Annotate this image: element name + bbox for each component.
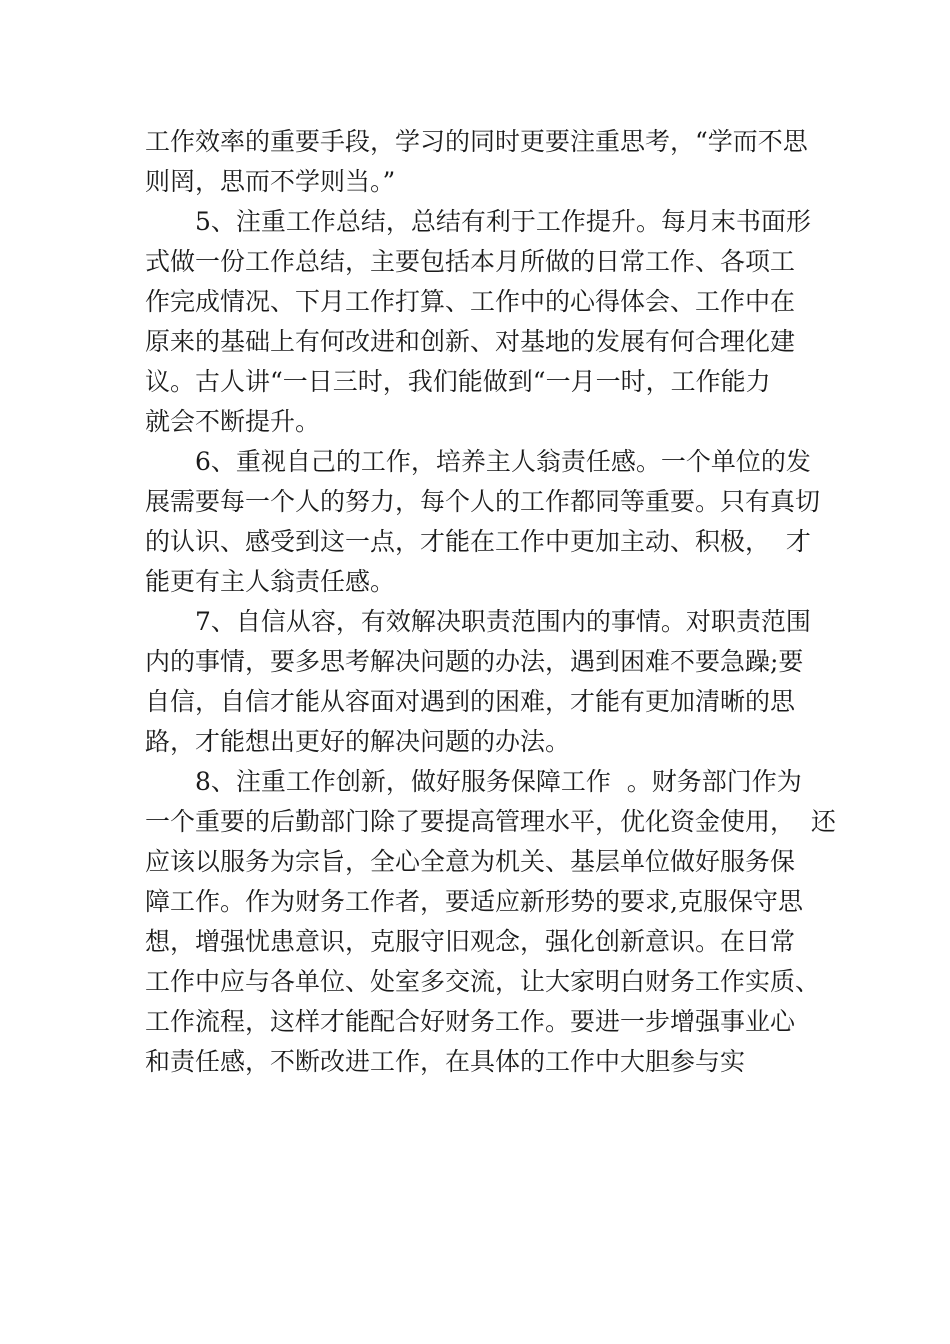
text-line: 作完成情况、下月工作打算、工作中的心得体会、工作中在	[145, 287, 796, 316]
text-line: 自信，自信才能从容面对遇到的困难，才能有更加清晰的思	[145, 687, 796, 716]
text-line: 就会不断提升。	[145, 407, 321, 436]
text-line: 想，增强忧患意识，克服守旧观念，强化创新意识。在日常	[145, 927, 796, 956]
text-line: 和责任感，不断改进工作，在具体的工作中大胆参与实	[145, 1047, 746, 1076]
text-line: 一个重要的后勤部门除了要提高管理水平，优化资金使用， 还	[145, 807, 836, 836]
text-line: 内的事情，要多思考解决问题的办法，遇到困难不要急躁;要	[145, 647, 804, 676]
text-line: 障工作。作为财务工作者，要适应新形势的要求,克服保守思	[145, 887, 803, 916]
text-line: 工作中应与各单位、处室多交流，让大家明白财务工作实质、	[145, 967, 821, 996]
text-line: 展需要每一个人的努力，每个人的工作都同等重要。只有真切	[145, 487, 821, 516]
paragraph-start-line: 7、自信从容，有效解决职责范围内的事情。对职责范围	[195, 607, 811, 636]
body-text	[145, 122, 836, 1082]
text-line: 式做一份工作总结，主要包括本月所做的日常工作、各项工	[145, 247, 796, 276]
paragraph-start-line: 6、重视自己的工作，培养主人翁责任感。一个单位的发	[195, 447, 811, 476]
text-line: 的认识、感受到这一点，才能在工作中更加主动、积极， 才	[145, 527, 811, 556]
text-line: 原来的基础上有何改进和创新、对基地的发展有何合理化建	[145, 327, 796, 356]
text-line: 路，才能想出更好的解决问题的办法。	[145, 727, 571, 756]
text-line: 议。古人讲“一日三时，我们能做到“一月一时，工作能力	[145, 367, 771, 396]
text-line: 工作效率的重要手段，学习的同时更要注重思考，“学而不思	[145, 127, 808, 156]
text-line: 能更有主人翁责任感。	[145, 567, 396, 596]
paragraph-start-line: 8、注重工作创新，做好服务保障工作 。财务部门作为	[195, 767, 802, 796]
paragraph-start-line: 5、注重工作总结，总结有利于工作提升。每月末书面形	[195, 207, 811, 236]
text-line: 应该以服务为宗旨，全心全意为机关、基层单位做好服务保	[145, 847, 796, 876]
text-line: 工作流程，这样才能配合好财务工作。要进一步增强事业心	[145, 1007, 796, 1036]
text-line: 则罔，思而不学则当。”	[145, 167, 396, 196]
